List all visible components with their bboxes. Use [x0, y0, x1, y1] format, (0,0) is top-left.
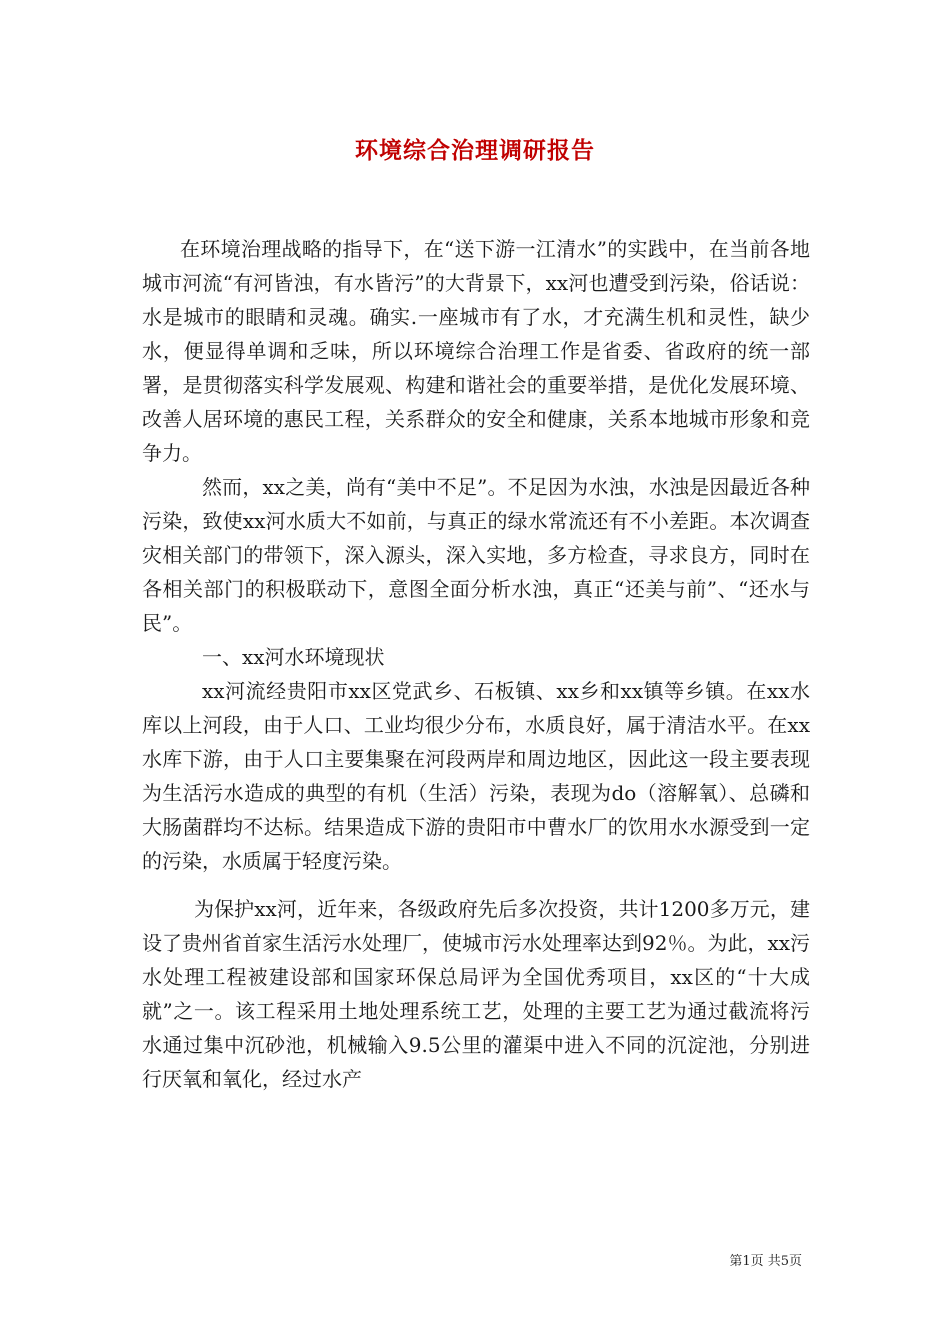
page-number: 第1页 共5页 — [729, 1254, 802, 1269]
document-body — [142, 232, 810, 1096]
document-title: 环境综合治理调研报告 — [355, 138, 595, 164]
paragraph-however: 然而，xx之美，尚有“美中不足”。不足因为水浊，水浊是因最近各种污染，致使xx河水质大不如前，与真正的绿水常流还有不小差距。本次调查灾相关部门的带领下，深入源头，深入实地，多方检查，寻求良方，同时在各相关部门的积极联动下，意图全面分析水浊，真正“还美与前”、“还水与民”。 — [142, 475, 810, 635]
paragraph-river-status: xx河流经贵阳市xx区党武乡、石板镇、xx乡和xx镇等乡镇。在xx水库以上河段，由于人口、工业均很少分布，水质良好，属于清洁水平。在xx水库下游，由于人口主要集聚在河段两岸和周边地区，因此这一段主要表现为生活污水造成的典型的有机（生活）污染，表现为do（溶解氧）、总磷和大肠菌群均不达标。结果造成下游的贵阳市中曹水厂的饮用水水源受到一定的污染，水质属于轻度污染。 — [142, 679, 810, 873]
section-heading: 一、xx河水环境现状 — [202, 645, 385, 669]
paragraph-intro: 在环境治理战略的指导下，在“送下游一江清水”的实践中，在当前各地城市河流“有河皆浊，有水皆污”的大背景下，xx河也遭受到污染，俗话说：水是城市的眼睛和灵魂。确实.一座城市有了水，才充满生机和灵性，缺少水，便显得单调和乏味，所以环境综合治理工作是省委、省政府的统一部署，是贯彻落实科学发展观、构建和谐社会的重要举措，是优化发展环境、改善人居环境的惠民工程，关系群众的安全和健康，关系本地城市形象和竞争力。 — [142, 237, 810, 465]
paragraph-protection: 为保护xx河，近年来，各级政府先后多次投资，共计1200多万元，建设了贵州省首家生活污水处理厂，使城市污水处理率达到92％。为此，xx污水处理工程被建设部和国家环保总局评为全国优秀项目，xx区的“十大成就”之一。该工程采用土地处理系统工艺，处理的主要工艺为通过截流将污水通过集中沉砂池，机械输入9.5公里的灌渠中进入不同的沉淀池，分别进行厌氧和氧化，经过水产 — [142, 897, 811, 1091]
